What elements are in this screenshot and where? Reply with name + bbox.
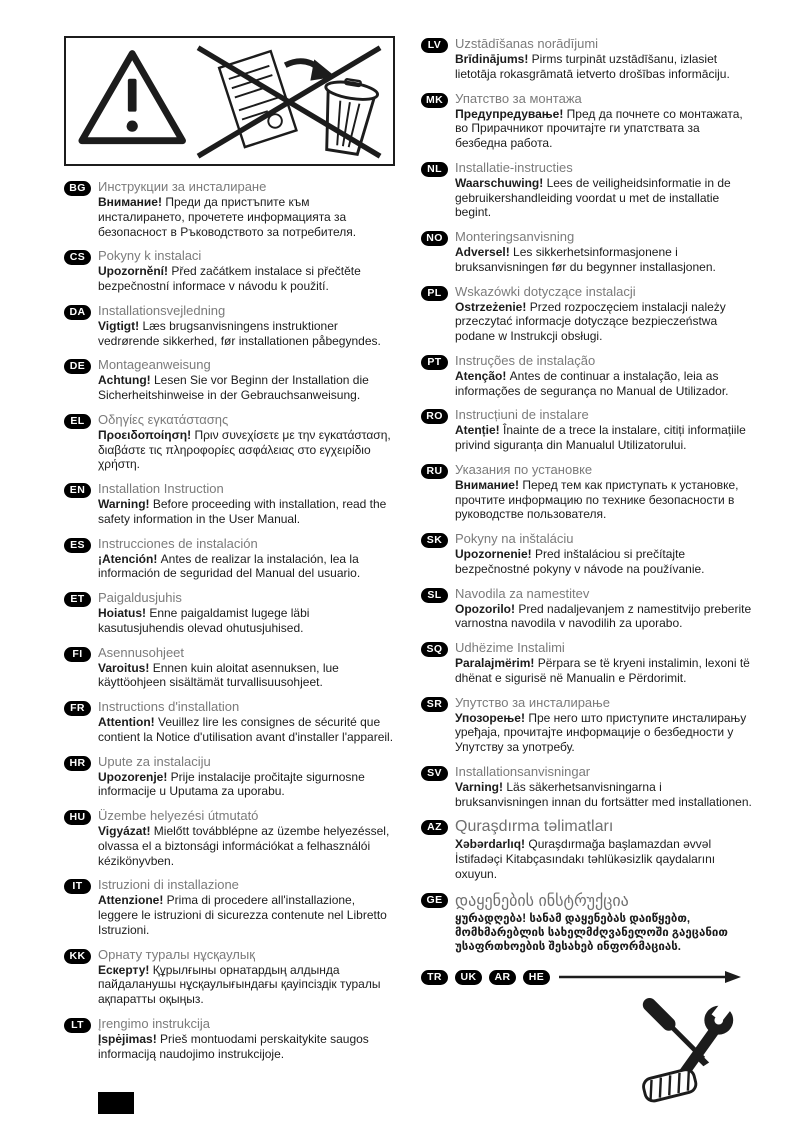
entry-body-text: Prima di procedere all'installazione, leggere le istruzioni di sicurezza contenute nel Libretto Istruzioni. [98, 893, 387, 937]
hatched-plate-icon [642, 1068, 698, 1103]
entry-title: Οδηγίες εγκατάστασης [98, 411, 229, 427]
entry-body [455, 300, 752, 344]
warning-word: Brīdinājums! [455, 52, 529, 66]
language-code-badge: BG [64, 181, 91, 196]
entry-text [98, 179, 395, 239]
entry-title: Įrengimo instrukcija [98, 1015, 210, 1031]
language-entry [64, 1016, 395, 1062]
entry-text [455, 764, 752, 810]
entry-text [455, 229, 752, 275]
language-entry [421, 891, 752, 954]
entry-body [98, 1032, 395, 1062]
language-code-badge: MK [421, 93, 448, 108]
entry-body-text: Antes de continuar a instalação, leia as informações de segurança no Manual de Utilizador. [455, 368, 729, 398]
language-code-badge: AZ [421, 820, 448, 835]
entry-body [455, 107, 752, 151]
entry-title: Upute za instalaciju [98, 753, 211, 769]
language-code-badge: PL [421, 286, 448, 301]
language-entry [421, 353, 752, 399]
language-code-badge: RU [421, 464, 448, 479]
entry-body-text: Құрылғыны орнатардың алдында пайдаланушы нұсқаулығындағы қауіпсіздік туралы ақпаратты оқыңыз. [98, 962, 381, 1006]
entry-body-text: სანამ დაყენებას დაიწყებთ, მომხმარებლის სახელმძღვანელოში გაეცანით უსაფრთხოების შესახებ ინფორმაციას. [455, 912, 728, 953]
warning-word: Упозорење! [455, 710, 525, 725]
entry-body-text: Lesen Sie vor Beginn der Installation die Sicherheitshinweise in der Gebrauchsanweisung. [98, 373, 369, 402]
language-code-badge: UK [455, 970, 482, 985]
warning-word: Opozorilo! [455, 601, 515, 616]
language-entry [421, 531, 752, 577]
entry-body [98, 715, 395, 745]
language-code-badge: DE [64, 359, 91, 374]
warning-word: ¡Atención! [98, 551, 158, 566]
entry-body-text: Перед тем как приступать к установке, прочтите информацию по технике безопасности в руководстве пользователя. [455, 477, 739, 522]
warning-word: Προειδοποίηση! [98, 427, 192, 442]
entry-body [98, 195, 395, 239]
entry-text [455, 353, 752, 399]
entry-body [455, 245, 752, 275]
entry-body-text: Pred inštaláciou si prečítajte bezpečnostné pokyny v návode na používanie. [455, 547, 705, 576]
warning-word: Attenzione! [98, 893, 164, 908]
entry-body [455, 478, 752, 522]
entry-text [98, 357, 395, 403]
language-entry [421, 462, 752, 522]
entry-text [455, 462, 752, 522]
entry-title: Uzstādīšanas norādījumi [455, 36, 599, 51]
language-entry [421, 818, 752, 881]
entry-text [98, 1016, 395, 1062]
entry-body [455, 369, 752, 399]
entry-text [98, 808, 395, 868]
arrow-right-icon [557, 970, 752, 984]
entry-body [455, 547, 752, 577]
warning-word: Ескерту! [98, 962, 150, 977]
entry-body [98, 552, 395, 582]
entry-title: Installationsanvisningar [455, 763, 591, 779]
warning-word: Waarschuwing! [455, 175, 544, 190]
language-code-badge: LV [421, 38, 448, 53]
entry-body [98, 373, 395, 403]
entry-body-text: Before proceeding with installation, read the safety information in the User Manual. [98, 497, 387, 526]
entry-body [455, 912, 752, 954]
print-registration-mark [98, 1092, 134, 1114]
language-code-badge: ET [64, 592, 91, 607]
warning-word: Atenție! [455, 423, 500, 438]
warning-word: Внимание! [455, 477, 519, 492]
warning-word: Adversel! [455, 245, 510, 259]
entry-text [455, 531, 752, 577]
entry-title: Instrucciones de instalación [98, 535, 258, 551]
entry-title: Instrucțiuni de instalare [455, 407, 589, 423]
entry-body-text: Înainte de a trece la instalare, citiți informațiile privind siguranța din Manualul Utilizatorului. [455, 423, 746, 452]
language-entry [64, 877, 395, 937]
language-code-badge: FR [64, 701, 91, 716]
language-entry [64, 481, 395, 527]
language-code-badge: EN [64, 483, 91, 498]
language-code-badge: PT [421, 355, 448, 370]
language-code-badge: ES [64, 538, 91, 553]
entry-text [455, 160, 752, 220]
entry-text [98, 481, 395, 527]
language-entry [64, 754, 395, 800]
entry-title: Инструкции за инсталиране [98, 179, 267, 194]
entry-text [455, 36, 752, 82]
tools-illustration-wrap [421, 993, 738, 1105]
entry-body [455, 711, 752, 755]
language-code-badge: IT [64, 879, 91, 894]
entry-text [455, 586, 752, 632]
warning-word: Varning! [455, 779, 504, 794]
entry-text [98, 590, 395, 636]
language-code-badge: HU [64, 810, 91, 825]
warning-word: Paralajmërim! [455, 656, 535, 670]
entry-text [98, 536, 395, 582]
manual-page [64, 36, 752, 1105]
entry-title: Указания по установке [455, 461, 593, 477]
language-entry [64, 357, 395, 403]
entry-title: Pokyny na inštaláciu [455, 531, 574, 546]
entry-text [98, 412, 395, 472]
warning-word: Attention! [98, 715, 155, 729]
entry-body-text: Mielőtt továbblépne az üzembe helyezéssel, olvassa el a biztonsági információkat a felhasználói kézikönyvben. [98, 824, 390, 868]
discard-manual-prohibited-illustration [71, 40, 389, 162]
trash-can-icon [316, 76, 379, 156]
entry-title: Instructions d'installation [98, 699, 240, 714]
entry-title: Monteringsanvisning [455, 229, 575, 244]
entry-body [98, 963, 395, 1007]
entry-body [455, 837, 752, 881]
entry-body [98, 893, 395, 937]
entry-title: Montageanweisung [98, 357, 211, 373]
language-entry [64, 590, 395, 636]
entry-body-text: Läs säkerhetsanvisningarna i bruksanvisningen innan du fortsätter med installationen. [455, 779, 752, 809]
language-code-badge: EL [64, 414, 91, 429]
right-column-entries [421, 36, 752, 954]
screwdriver-icon [650, 1005, 710, 1067]
entry-text [98, 877, 395, 937]
entry-body-text: Prije instalacije pročitajte sigurnosne informacije u Uputama za uporabu. [98, 769, 365, 799]
entry-body [98, 661, 395, 691]
language-code-badge: HE [523, 970, 550, 985]
entry-title: Navodila za namestitev [455, 585, 590, 601]
language-code-badge: RO [421, 409, 448, 424]
entry-text [455, 695, 752, 755]
warning-word: Внимание! [98, 195, 162, 209]
entry-body-text: Quraşdırmağa başlamazdan əvvəl İstifadəçi Kitabçasındakı təhlükəsizlik qaydalarını oxuyun. [455, 837, 716, 881]
entry-body-text: Përpara se të kryeni instalimin, lexoni të dhënat e sigurisë në Manualin e Përdorimit. [455, 656, 750, 685]
entry-body [98, 824, 395, 868]
language-entry [421, 229, 752, 275]
entry-body-text: Læs brugsanvisningens instruktioner vedrørende sikkerhed, før installationen påbegyndes. [98, 318, 381, 348]
warning-word: Atenção! [455, 368, 507, 383]
entry-body-text: Преди да пристъпите към инсталирането, прочетете информацията за безопасност в Ръководството за потребителя. [98, 195, 357, 239]
entry-body-text: Lees de veiligheidsinformatie in de gebruikershandleiding voordat u met de installatie begint. [455, 175, 731, 220]
entry-text [455, 640, 752, 686]
entry-text [98, 699, 395, 745]
entry-body-text: Πριν συνεχίσετε με την εγκατάσταση, διαβάστε τις πληροφορίες ασφάλειας στο εγχειρίδιο χρήστη. [98, 427, 391, 472]
entry-title: Installatie-instructies [455, 159, 573, 175]
entry-title: Quraşdırma təlimatları [455, 818, 614, 836]
entry-body-text: Pirms turpināt uzstādīšanu, izlasiet lietotāja rokasgrāmatā ietverto drošības informāciju. [455, 52, 730, 81]
warning-word: Warning! [98, 497, 150, 511]
entry-body-text: Veuillez lire les consignes de sécurité que contient la Notice d'utilisation avant d'installer l'appareil. [98, 715, 394, 744]
warning-word: Achtung! [98, 373, 151, 388]
entry-text [98, 303, 395, 349]
language-code-badge: KK [64, 949, 91, 964]
entry-body [98, 264, 395, 294]
entry-title: Упатство за монтажа [455, 90, 582, 106]
warning-word: Xəbərdarlıq! [455, 837, 526, 852]
language-entry [421, 407, 752, 453]
language-entry [421, 160, 752, 220]
language-entry [64, 645, 395, 691]
language-entry [421, 764, 752, 810]
entry-text [98, 754, 395, 800]
entry-body-text: Ennen kuin aloitat asennuksen, lue käyttöohjeen sisältämät turvallisuusohjeet. [98, 660, 339, 690]
entry-body-text: Пред да почнете со монтажата, во Прирачникот прочитајте ги упатствата за безбедна работа. [455, 106, 743, 150]
entry-title: Installation Instruction [98, 481, 224, 496]
warning-word: Upozornenie! [455, 547, 532, 561]
language-entry [421, 91, 752, 151]
warning-word: ყურადღება! [455, 912, 527, 925]
entry-title: Орнату туралы нұсқаулық [98, 946, 255, 962]
entry-text [455, 407, 752, 453]
language-code-badge: FI [64, 647, 91, 662]
entry-title: Pokyny k instalaci [98, 248, 202, 264]
warning-illustration-box [64, 36, 395, 166]
language-code-badge: SV [421, 766, 448, 781]
entry-title: Упутство за инсталирање [455, 694, 610, 710]
warning-word: Предупредување! [455, 106, 564, 121]
language-code-badge: NL [421, 162, 448, 177]
language-entry [64, 248, 395, 294]
entry-body [98, 319, 395, 349]
entry-body [455, 780, 752, 810]
entry-text [455, 818, 752, 881]
entry-body [98, 606, 395, 636]
entry-body-text: Les sikkerhetsinformasjonene i bruksanvisningen før du begynner installasjonen. [455, 245, 716, 274]
left-column [64, 36, 395, 1105]
warning-word: Upozorenje! [98, 769, 168, 784]
entry-title: Istruzioni di installazione [98, 877, 239, 893]
left-column-entries [64, 179, 395, 1061]
language-entry [64, 179, 395, 239]
entry-body-text: Prieš montuodami perskaitykite saugos informaciją naudojimo instrukcijoje. [98, 1031, 369, 1061]
entry-title: დაყენების ინსტრუქცია [455, 892, 629, 910]
wrench-and-screwdriver-illustration [638, 993, 738, 1105]
language-code-badge: GE [421, 893, 448, 908]
language-code-badge: SL [421, 588, 448, 603]
entry-title: Üzembe helyezési útmutató [98, 808, 259, 823]
entry-text [455, 891, 752, 954]
warning-word: Upozornění! [98, 264, 168, 279]
warning-triangle-exclamation-icon [81, 54, 182, 141]
language-entry [64, 536, 395, 582]
language-code-badge: TR [421, 970, 448, 985]
entry-body [455, 52, 752, 82]
language-entry [421, 284, 752, 344]
language-code-badge: CS [64, 250, 91, 265]
language-code-badge: SQ [421, 642, 448, 657]
language-entry [64, 412, 395, 472]
right-column [421, 36, 752, 1105]
entry-body [455, 602, 752, 632]
language-code-badge: AR [489, 970, 516, 985]
entry-title: Instruções de instalação [455, 352, 596, 368]
language-entry [421, 36, 752, 82]
entry-body-text: Пре него што приступите инсталирању уређаја, прочитајте информације о безбедности у Упутству за употребу. [455, 710, 747, 754]
entry-body-text: Pred nadaljevanjem z namestitvijo preberite varnostna navodila v navodilih za uporabo. [455, 601, 752, 631]
entry-text [455, 284, 752, 344]
language-code-badge: SK [421, 533, 448, 548]
warning-word: Vigtigt! [98, 318, 140, 333]
language-entry [64, 808, 395, 868]
entry-body [98, 770, 395, 800]
entry-title: Installationsvejledning [98, 302, 226, 318]
warning-word: Hoiatus! [98, 606, 146, 620]
entry-text [98, 947, 395, 1007]
entry-text [98, 645, 395, 691]
entry-body-text: Před začátkem instalace si přečtěte bezpečnostní informace v návodu k použití. [98, 264, 361, 293]
entry-body [98, 497, 395, 527]
language-code-badge: SR [421, 697, 448, 712]
entry-text [455, 91, 752, 151]
language-code-badge: LT [64, 1018, 91, 1033]
warning-word: Įspėjimas! [98, 1031, 157, 1046]
entry-body-text: Przed rozpoczęciem instalacji należy przeczytać informacje dotyczące bezpieczeństwa podane w Instrukcji obsługi. [455, 299, 726, 343]
entry-text [98, 248, 395, 294]
language-entry [421, 586, 752, 632]
entry-body-text: Antes de realizar la instalación, lea la información de seguridad del Manual del usuario. [98, 551, 361, 581]
language-code-badge: NO [421, 231, 448, 246]
entry-body [455, 423, 752, 453]
entry-body-text: Enne paigaldamist lugege läbi kasutusjuhendis olevad ohutusjuhised. [98, 606, 310, 635]
warning-word: Vigyázat! [98, 824, 151, 838]
language-entry [64, 947, 395, 1007]
entry-title: Paigaldusjuhis [98, 590, 182, 605]
warning-word: Varoitus! [98, 660, 150, 675]
entry-title: Udhëzime Instalimi [455, 640, 565, 655]
more-languages-row [421, 970, 752, 985]
language-entry [421, 695, 752, 755]
warning-word: Ostrzeżenie! [455, 299, 527, 314]
entry-body [455, 176, 752, 220]
language-code-badge: HR [64, 756, 91, 771]
entry-body [455, 656, 752, 686]
entry-title: Asennusohjeet [98, 644, 185, 660]
language-entry [64, 699, 395, 745]
entry-title: Wskazówki dotyczące instalacji [455, 283, 636, 299]
entry-body [98, 428, 395, 472]
language-code-badge: DA [64, 305, 91, 320]
language-entry [421, 640, 752, 686]
language-entry [64, 303, 395, 349]
